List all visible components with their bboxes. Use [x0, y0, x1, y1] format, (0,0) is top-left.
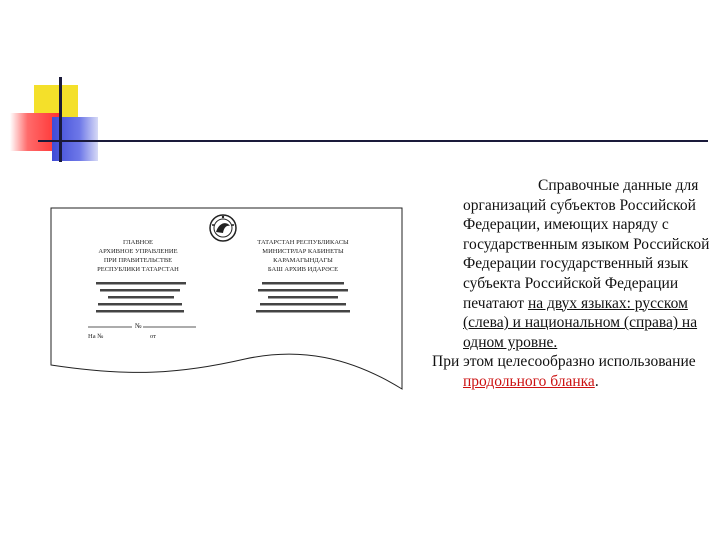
right-org-line: КАРАМАГЫНДАГЫ — [273, 257, 333, 264]
paragraph-text: При этом целесообразно использование — [432, 353, 696, 371]
date-label: от — [150, 333, 157, 340]
left-org-line: АРХИВНОЕ УПРАВЛЕНИЕ — [98, 248, 178, 255]
emblem-icon — [210, 215, 236, 241]
paragraph-recommendation — [432, 352, 710, 391]
left-org-line: ГЛАВНОЕ — [122, 239, 154, 246]
paragraph-reference-data — [432, 176, 710, 352]
left-org-line: РЕСПУБЛИКИ ТАТАРСТАН — [97, 266, 179, 273]
paragraph-text: Справочные данные для организаций субъектов Российской Федерации, имеющих наряду с государственным языком Российской Федерации государственный язык субъекта Российской Федерации печатают — [463, 177, 710, 312]
slide-text — [432, 176, 710, 392]
right-org-line: ТАТАРСТАН РЕСПУБЛИКАСЫ — [257, 239, 349, 246]
right-org-line: БАШ АРХИВ ИДАРӘСЕ — [267, 266, 339, 273]
left-org-line: ПРИ ПРАВИТЕЛЬСТВЕ — [103, 257, 173, 264]
reply-to-label: На № — [88, 333, 104, 340]
vertical-rule — [59, 77, 62, 162]
horizontal-rule — [38, 140, 708, 142]
longitudinal-letterhead-illustration — [50, 207, 405, 392]
underlined-phrase: на двух языках: русском (слева) и национальном (справа) на одном уровне. — [463, 294, 698, 351]
right-org-line: МИНИСТРЛАР КАБИНЕТЫ — [262, 248, 344, 255]
number-label: № — [135, 322, 142, 330]
longitudinal-blank-link[interactable]: продольного бланка — [463, 372, 595, 390]
period: . — [594, 372, 599, 390]
